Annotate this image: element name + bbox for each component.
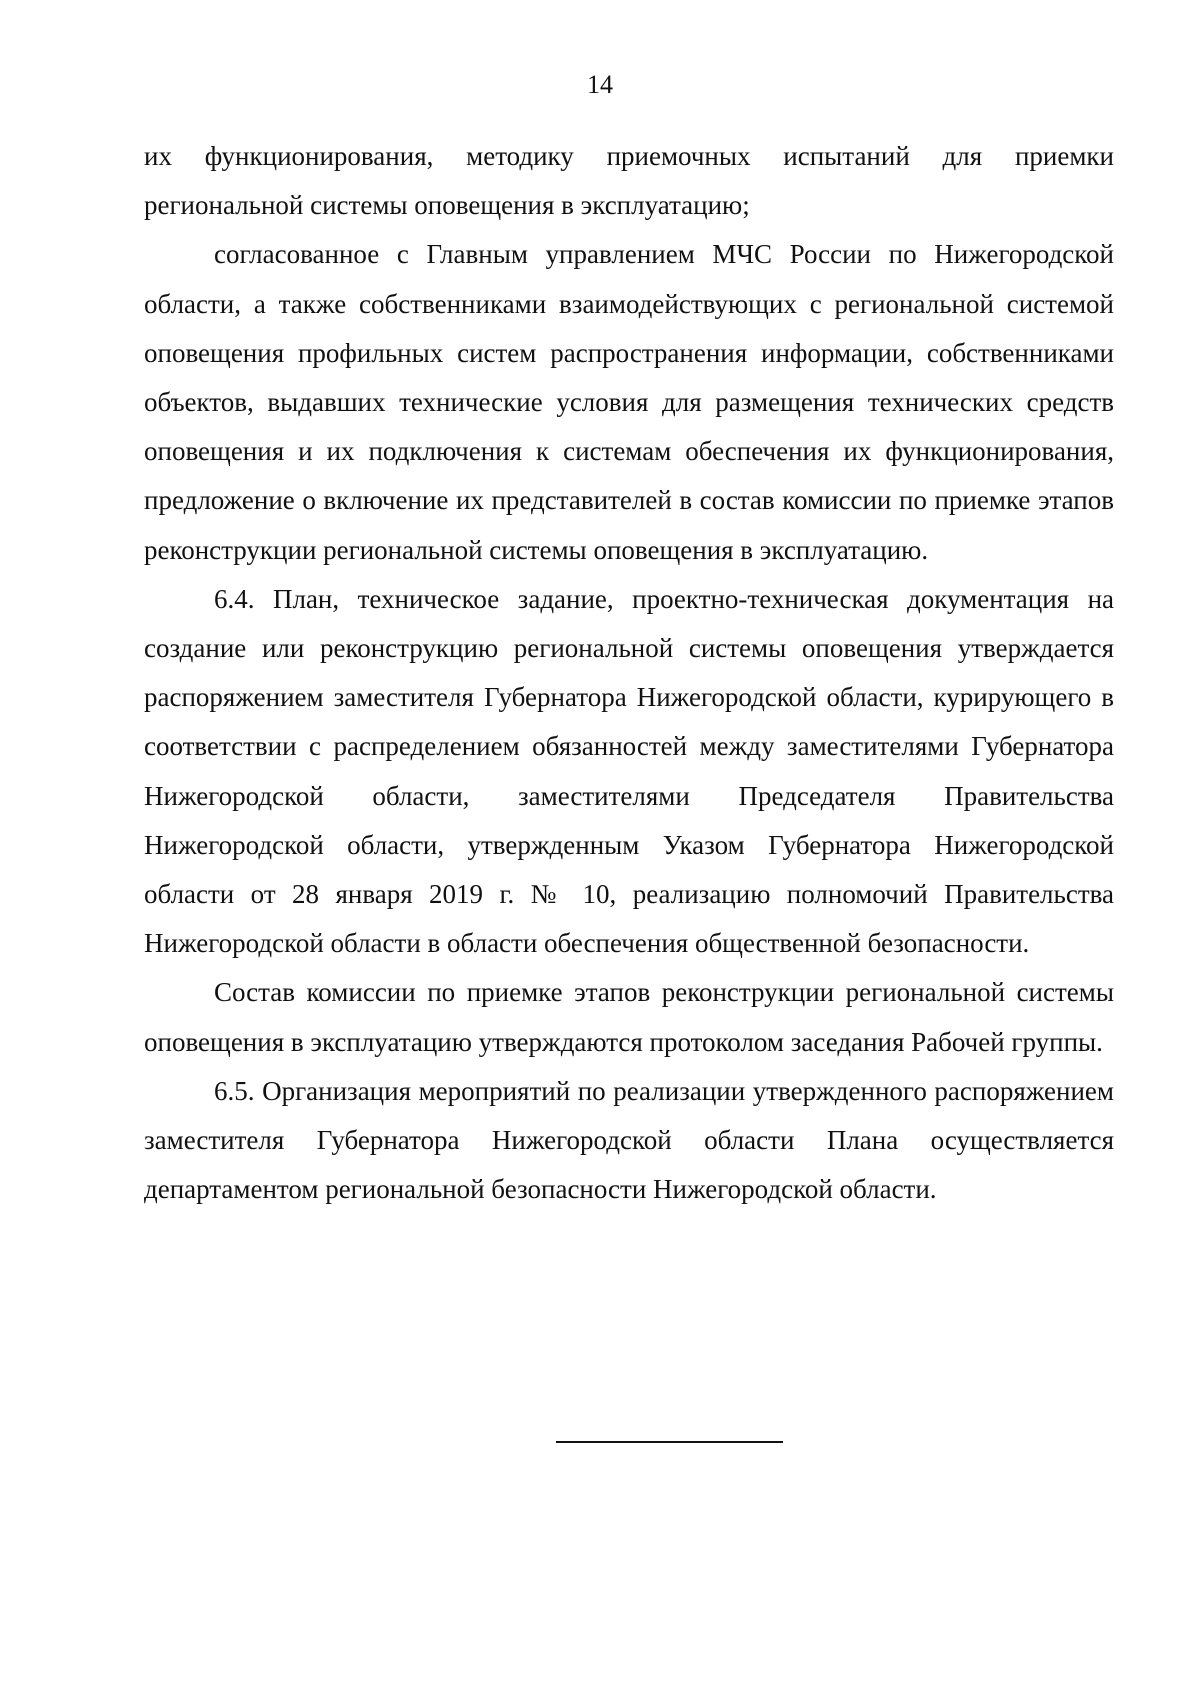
document-body [144, 132, 1114, 1214]
paragraph-6-4: 6.4. План, техническое задание, проектно-техническая документация на создание или реконструкцию региональной системы оповещения утверждается распоряжением заместителя Губернатора Нижегородской области, курирующего в соответствии с распределением обязанностей между заместителями Губернатора Нижегородской области, заместителями Председателя Правительства Нижегородской области, утвержденным Указом Губернатора Нижегородской области от 28 января 2019 г. № 10, реализацию полномочий Правительства Нижегородской области в области обеспечения общественной безопасности. [144, 583, 1114, 959]
paragraph-continuation: их функционирования, методику приемочных испытаний для приемки региональной системы оповещения в эксплуатацию; [144, 141, 1114, 221]
paragraph-commission: Состав комиссии по приемке этапов реконструкции региональной системы оповещения в эксплуатацию утверждаются протоколом заседания Рабочей группы. [144, 977, 1114, 1057]
end-of-document-rule [556, 1441, 783, 1443]
paragraph-6-5: 6.5. Организация мероприятий по реализации утвержденного распоряжением заместителя Губернатора Нижегородской области Плана осуществляется департаментом региональной безопасности Нижегородской области. [144, 1075, 1114, 1205]
paragraph-agreement: согласованное с Главным управлением МЧС России по Нижегородской области, а также собственниками взаимодействующих с региональной системой оповещения профильных систем распространения информации, собственниками объектов, выдавших технические условия для размещения технических средств оповещения и их подключения к системам обеспечения их функционирования, предложение о включение их представителей в состав комиссии по приемке этапов реконструкции региональной системы оповещения в эксплуатацию. [144, 239, 1114, 565]
page-number: 14 [587, 70, 613, 99]
